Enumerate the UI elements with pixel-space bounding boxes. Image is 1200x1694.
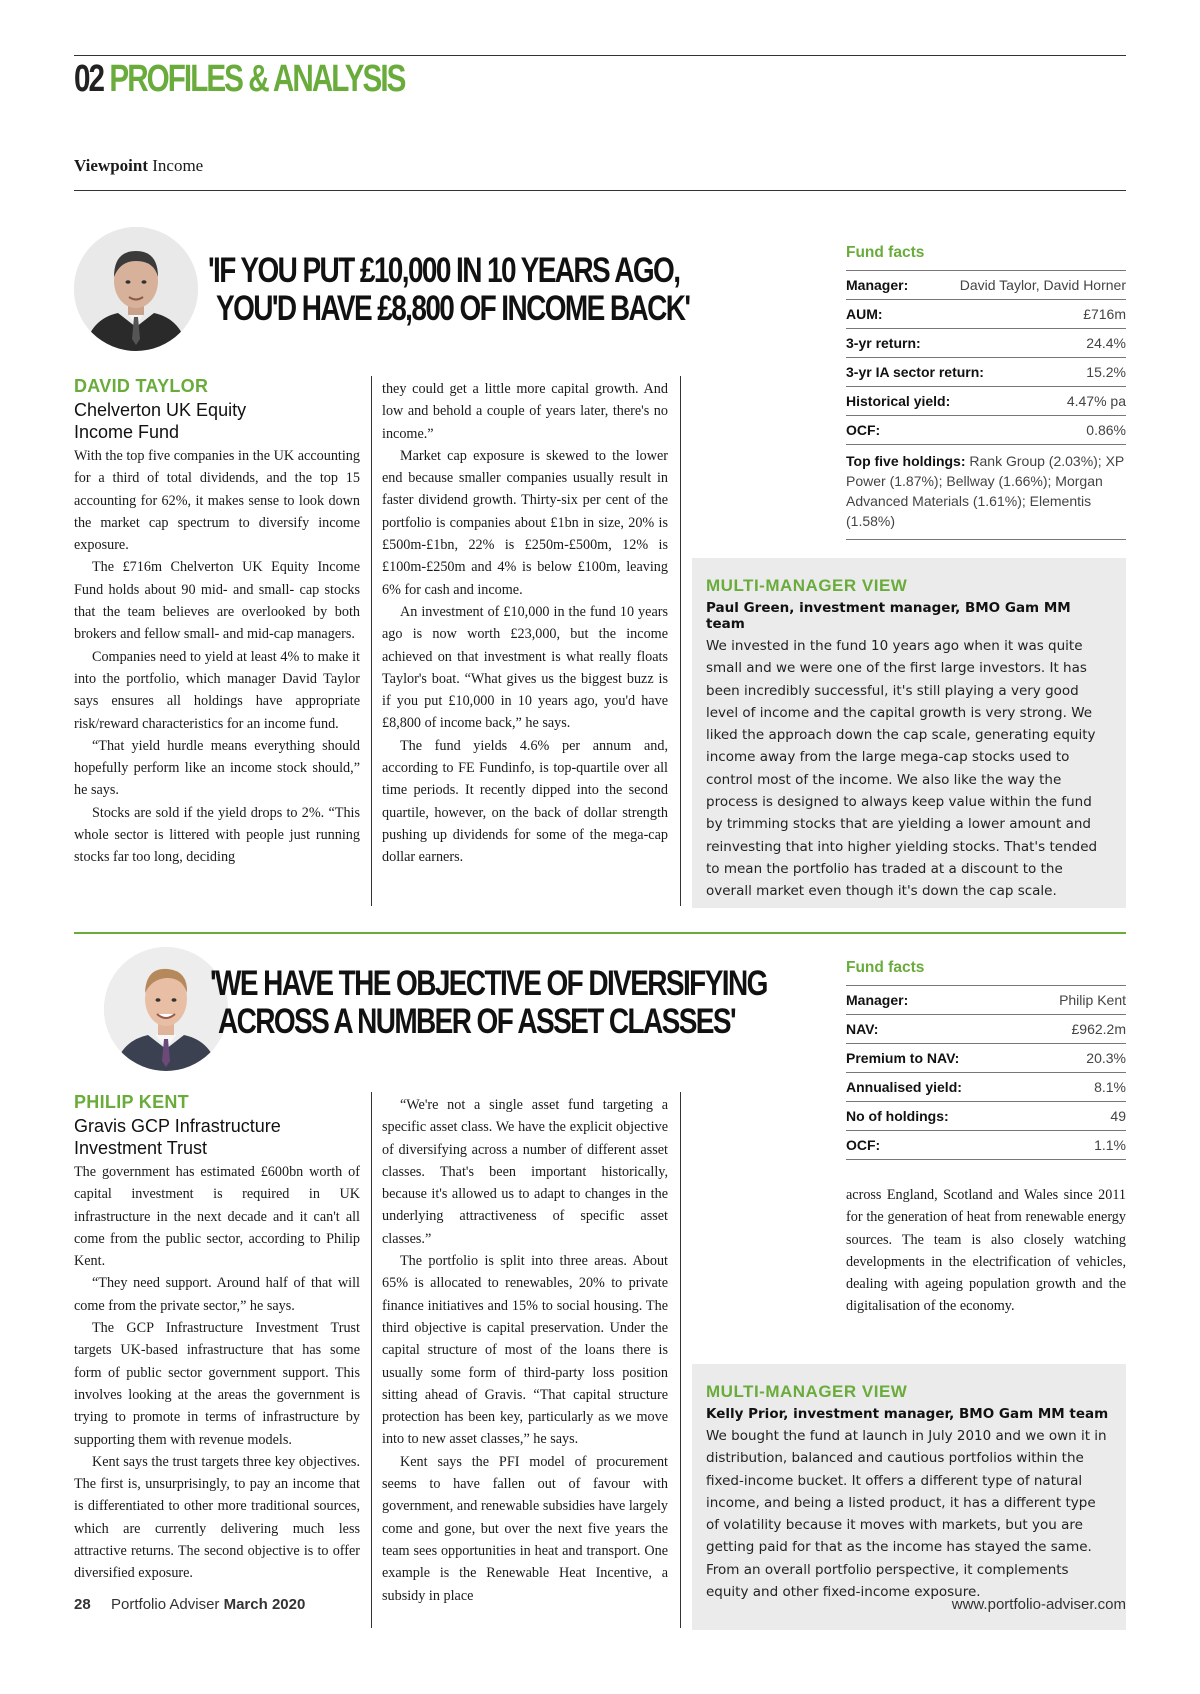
fact-row <box>846 357 1126 386</box>
fact-value: £962.2m <box>1071 1021 1126 1037</box>
paragraph: The government has estimated £600bn worth of capital investment is required in UK infrastructure in the next decade and it can't all come from the public sector, according to Philip Kent. <box>74 1164 360 1270</box>
manager-name: DAVID TAYLOR <box>74 376 209 396</box>
paragraph: The fund yields 4.6% per annum and, according to FE Fundinfo, is top-quartile over all time periods. It recently dipped into the second quartile, however, on the back of dollar strength pushing up dividends for some of the mega-cap dollar earners. <box>382 737 668 866</box>
column-divider <box>680 376 681 906</box>
fact-row <box>846 386 1126 415</box>
avatar <box>74 227 198 351</box>
fact-value: David Taylor, David Horner <box>959 277 1126 293</box>
fact-row <box>846 415 1126 444</box>
page-footer-left <box>74 1596 305 1613</box>
paragraph: With the top five companies in the UK accounting for a third of total dividends, and the top 15 accounting for 62%, it makes sense to look down the market cap spectrum to diversify income exposure. <box>74 448 360 554</box>
fund-name-line-1: Chelverton UK Equity <box>74 400 247 420</box>
multi-manager-view-box <box>692 558 1126 908</box>
person-photo-icon <box>74 227 198 351</box>
fund-name-line-1: Gravis GCP Infrastructure <box>74 1116 281 1136</box>
fact-label: Premium to NAV: <box>846 1050 960 1066</box>
paragraph: “They need support. Around half of that will come from the private sector,” he says. <box>74 1275 360 1314</box>
article-column-2 <box>382 378 668 869</box>
paragraph: Stocks are sold if the yield drops to 2%. “This whole sector is littered with people just running stocks far too long, deciding <box>74 804 360 866</box>
fact-row <box>846 1101 1126 1130</box>
fact-value: 1.1% <box>1094 1137 1126 1153</box>
paragraph: “We're not a single asset fund targeting a specific asset class. We have the explicit objective of diversifying across a number of different asset classes. That's been important historically, because it's allowed us to adapt to changes in the underlying attractiveness of specific asset classes.” <box>382 1097 668 1247</box>
paragraph: “That yield hurdle means everything should hopefully perform like an income stock should,” he says. <box>74 737 360 799</box>
top-holdings-text: Rank Group (2.03%); XP Power (1.87%); Bellway (1.66%); Morgan Advanced Materials (1.61%); Elementis (1.58%) <box>846 453 1125 529</box>
headline-line-1: 'WE HAVE THE OBJECTIVE OF DIVERSIFYING <box>210 964 767 1003</box>
website-url: www.portfolio-adviser.com <box>951 1596 1126 1613</box>
paragraph: The portfolio is split into three areas. About 65% is allocated to renewables, 20% to private finance initiatives and 15% to social housing. The third objective is capital preservation. Under the capital structure of most of the loans there is usually some form of third-party loss position sitting ahead of Gravis. “That capital structure protection has been key, particularly as we move into to new asset classes,” he says. <box>382 1253 668 1448</box>
paragraph: they could get a little more capital growth. And low and behold a couple of years later, there's no income.” <box>382 381 668 442</box>
multi-manager-author: Kelly Prior, investment manager, BMO Gam MM team <box>706 1406 1109 1422</box>
article-column-1 <box>74 445 360 869</box>
profile-divider <box>74 932 1126 934</box>
paragraph: Companies need to yield at least 4% to make it into the portfolio, which manager David Taylor says ensures all holdings have appropriate risk/reward characteristics for an income fund. <box>74 648 360 732</box>
fact-label: 3-yr IA sector return: <box>846 364 984 380</box>
fund-facts-title: Fund facts <box>846 959 925 976</box>
paragraph: The £716m Chelverton UK Equity Income Fund holds about 90 mid- and small- cap stocks that the team believes are overlooked by both brokers and fellow small- and mid-cap managers. <box>74 559 360 643</box>
headline-line-2: ACROSS A NUMBER OF ASSET CLASSES' <box>218 1002 736 1041</box>
fund-name-line-2: Investment Trust <box>74 1138 208 1158</box>
top-holdings-label: Top five holdings: <box>846 453 966 469</box>
article-column-3 <box>846 1184 1126 1318</box>
viewpoint-topic: Income <box>152 156 204 175</box>
section-title <box>74 58 404 101</box>
multi-manager-title: MULTI-MANAGER VIEW <box>706 576 908 595</box>
paragraph: An investment of £10,000 in the fund 10 years ago is now worth £23,000, but the income achieved on that investment is what really floats Taylor's boat. “What gives us the biggest buzz is if you put £10,000 in 10 years ago, you'd have £8,800 of income back,” he says. <box>382 603 668 732</box>
paragraph: Kent says the PFI model of procurement seems to have fallen out of favour with government, and renewable subsidies have largely come and gone, but over the next five years the team sees opportunities in heat and transport. One example is the Renewable Heat Incentive, a subsidy in place <box>382 1453 668 1604</box>
fact-value: 4.47% pa <box>1066 393 1126 409</box>
fact-label: OCF: <box>846 1137 881 1153</box>
fact-row <box>846 1043 1126 1072</box>
fact-label: AUM: <box>846 306 883 322</box>
manager-name: PHILIP KENT <box>74 1092 189 1112</box>
fact-label: No of holdings: <box>846 1108 949 1124</box>
article-column-1 <box>74 1161 360 1585</box>
fact-row <box>846 1014 1126 1043</box>
page-number: 28 <box>74 1596 91 1613</box>
fact-value: £716m <box>1083 306 1126 322</box>
fund-name-line-2: Income Fund <box>74 422 180 442</box>
fact-value: 8.1% <box>1094 1079 1126 1095</box>
fact-label: Manager: <box>846 277 909 293</box>
headline <box>210 965 767 1041</box>
issue-date: March 2020 <box>223 1596 306 1613</box>
multi-manager-text: We invested in the fund 10 years ago when it was quite small and we were one of the first large investors. It has been incredibly successful, it's still playing a very good level of income and the capital growth is very strong. We liked the approach down the cap scale, generating equity income away from the large mega-cap stocks used to control most of the income. We also like the way the process is designed to always keep value within the fund by trimming stocks that are yielding a lower amount and reinvesting that into higher yielding stocks. That's tended to mean the portfolio has traded at a discount to the overall market even though it's down the cap scale. <box>706 638 1098 900</box>
viewpoint-bold: Viewpoint <box>74 156 148 175</box>
fact-label: 3-yr return: <box>846 335 921 351</box>
multi-manager-author: Paul Green, investment manager, BMO Gam MM team <box>706 600 1071 632</box>
column-divider <box>371 376 372 906</box>
fact-row <box>846 985 1126 1014</box>
paragraph: Market cap exposure is skewed to the lower end because smaller companies usually result in faster dividend growth. Thirty-six per cent of the portfolio is companies about £1bn in size, 20% is £500m-£1bn, 22% is £250m-£500m, 12% is £100m-£250m and 4% is below £100m, leaving 6% for cash and income. <box>382 447 668 598</box>
fact-value: 49 <box>1110 1108 1126 1124</box>
section-name: PROFILES & ANALYSIS <box>109 58 405 100</box>
fund-facts-panel <box>846 244 1126 540</box>
fund-name <box>74 399 246 443</box>
fund-facts-panel <box>846 959 1126 1160</box>
column-divider <box>680 1092 681 1628</box>
fact-value: 24.4% <box>1086 335 1126 351</box>
fact-row <box>846 270 1126 299</box>
fact-label: Historical yield: <box>846 393 951 409</box>
fact-value: 20.3% <box>1086 1050 1126 1066</box>
fact-label: Manager: <box>846 992 909 1008</box>
fact-value: 15.2% <box>1086 364 1126 380</box>
multi-manager-text: We bought the fund at launch in July 2010 and we own it in distribution, balanced and cautious portfolios within the fixed-income bucket. It offers a different type of natural income, and being a listed product, it has a different type of volatility because it moves with markets, but you are getting paid for that as the income has stayed the same. From an overall portfolio perspective, it complements equity and other fixed-income exposure. <box>706 1428 1107 1601</box>
multi-manager-view-box <box>692 1364 1126 1630</box>
fact-label: NAV: <box>846 1021 879 1037</box>
paragraph: across England, Scotland and Wales since 2011 for the generation of heat from renewable energy sources. The team is also closely watching developments in the electrification of vehicles, dealing with ageing population growth and the digitalisation of the economy. <box>846 1187 1126 1315</box>
top-holdings <box>846 444 1126 540</box>
fact-row <box>846 328 1126 357</box>
article-column-2 <box>382 1094 668 1607</box>
fund-facts-title: Fund facts <box>846 244 925 261</box>
fact-row <box>846 299 1126 328</box>
top-rule <box>74 55 1126 56</box>
viewpoint-label <box>74 156 203 176</box>
headline-line-2: YOU'D HAVE £8,800 OF INCOME BACK' <box>216 289 690 328</box>
fact-label: OCF: <box>846 422 881 438</box>
section-number: 02 <box>74 58 104 100</box>
fact-value: Philip Kent <box>1059 992 1126 1008</box>
header-rule <box>74 190 1126 191</box>
multi-manager-title: MULTI-MANAGER VIEW <box>706 1382 908 1401</box>
paragraph: The GCP Infrastructure Investment Trust targets UK-based infrastructure that has some form of public sector government support. This involves looking at the areas the government is trying to promote in terms of infrastructure by supporting them with revenue models. <box>74 1320 360 1448</box>
headline-line-1: 'IF YOU PUT £10,000 IN 10 YEARS AGO, <box>208 251 680 290</box>
fact-value: 0.86% <box>1086 422 1126 438</box>
paragraph: Kent says the trust targets three key objectives. The first is, unsurprisingly, to pay an income that is differentiated to other more traditional sources, which are currently delivering much less attractive returns. The second objective is to offer diversified exposure. <box>74 1453 360 1582</box>
fact-label: Annualised yield: <box>846 1079 962 1095</box>
fund-name <box>74 1115 281 1159</box>
column-divider <box>371 1092 372 1628</box>
fact-row <box>846 1130 1126 1160</box>
fact-row <box>846 1072 1126 1101</box>
publication-name: Portfolio Adviser <box>111 1596 220 1613</box>
headline <box>208 252 689 328</box>
